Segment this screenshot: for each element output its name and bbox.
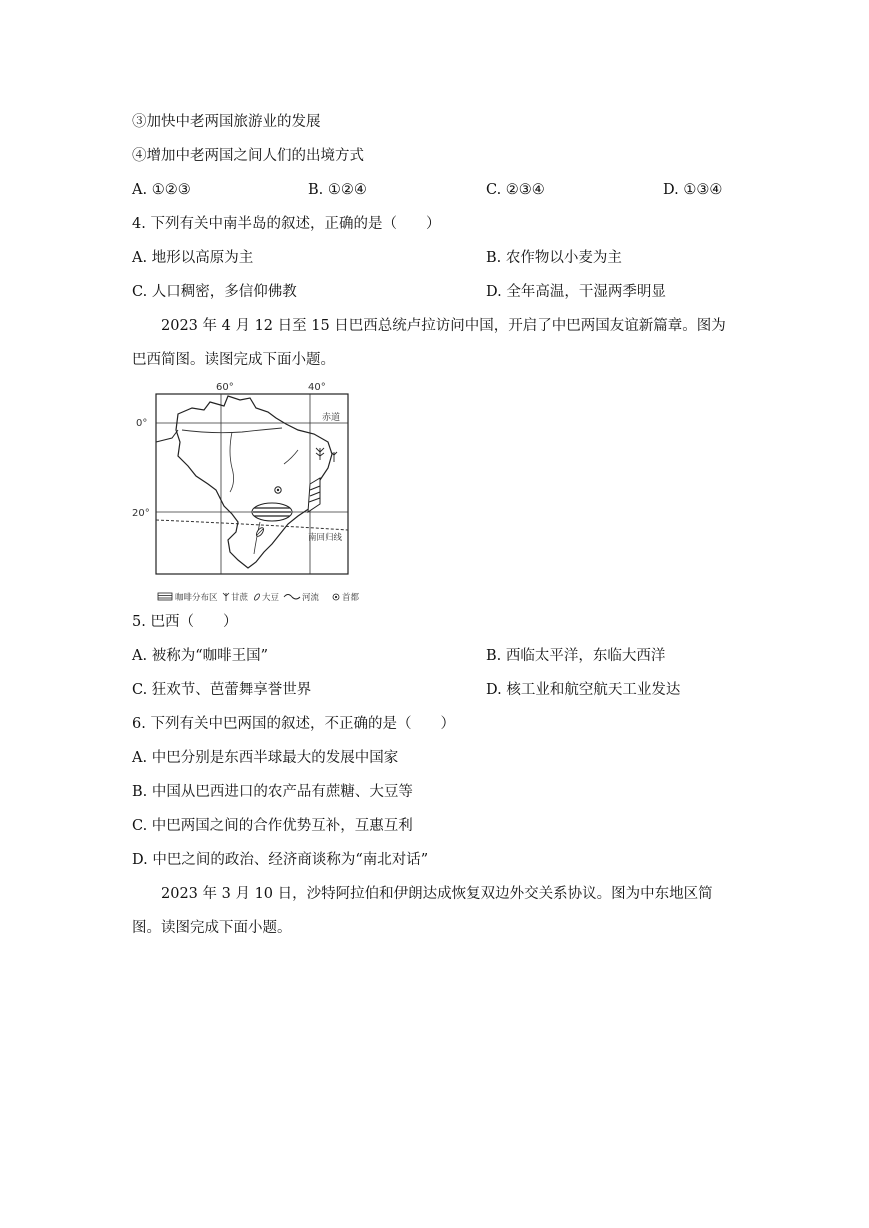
q4-option-c: C. 人口稠密，多信仰佛教 <box>132 284 297 300</box>
q4-option-a: A. 地形以高原为主 <box>132 250 254 266</box>
brazil-map <box>132 372 372 604</box>
legend-coffee: 咖啡分布区 <box>175 593 218 603</box>
q3-option-d: D. ①③④ <box>663 182 723 198</box>
legend-river-icon <box>284 595 300 600</box>
sugarcane-icon <box>331 452 337 462</box>
q6-option-a: A. 中巴分别是东西半球最大的发展中国家 <box>132 750 399 766</box>
coast-fragment <box>156 430 178 442</box>
q6-option-c: C. 中巴两国之间的合作优势互补，互惠互利 <box>132 818 413 834</box>
river-parana <box>254 522 260 554</box>
q3-option-c: C. ②③④ <box>486 182 545 198</box>
legend-soybean: 大豆 <box>262 593 280 603</box>
legend-coffee-swatch <box>158 593 172 600</box>
legend-soybean-icon <box>253 593 260 601</box>
legend-river: 河流 <box>302 593 320 603</box>
soybean-icon <box>255 526 265 537</box>
q3-option-b: B. ①②④ <box>308 182 367 198</box>
q6-option-b: B. 中国从巴西进口的农产品有蔗糖、大豆等 <box>132 784 413 800</box>
tropic-label: 南回归线 <box>308 533 343 543</box>
legend-sugarcane: 甘蔗 <box>231 593 249 603</box>
sugarcane-icon <box>316 448 324 460</box>
lat-20-label: 20° <box>132 508 150 519</box>
q3-item-4: ④增加中老两国之间人们的出境方式 <box>132 148 364 164</box>
mideast-intro: 2023 年 3 月 10 日，沙特阿拉伯和伊朗达成恢复双边外交关系协议。图为中东地区简图。读图完成下面小题。 <box>132 886 713 936</box>
tropic-line <box>156 520 348 530</box>
q5-stem: 5. 巴西（ ） <box>132 614 238 630</box>
lon-60-label: 60° <box>216 382 234 393</box>
lat-0-label: 0° <box>136 418 148 429</box>
q4-option-d: D. 全年高温，干湿两季明显 <box>486 284 666 300</box>
legend-capital: 首都 <box>342 593 360 603</box>
legend-sugarcane-icon <box>223 593 229 601</box>
q5-option-c: C. 狂欢节、芭蕾舞享誉世界 <box>132 682 312 698</box>
equator-label: 赤道 <box>322 413 341 423</box>
q3-option-a: A. ①②③ <box>132 182 191 198</box>
q4-option-b: B. 农作物以小麦为主 <box>486 250 622 266</box>
coffee-region <box>252 503 292 521</box>
q6-option-d: D. 中巴之间的政治、经济商谈称为“南北对话” <box>132 852 429 868</box>
q4-stem: 4. 下列有关中南半岛的叙述，正确的是（ ） <box>132 216 441 232</box>
q5-option-d: D. 核工业和航空航天工业发达 <box>486 682 681 698</box>
q3-item-3: ③加快中老两国旅游业的发展 <box>132 114 321 130</box>
river-amazon <box>182 428 282 433</box>
brazil-intro: 2023 年 4 月 12 日至 15 日巴西总统卢拉访问中国，开启了中巴两国友谊新篇章。图为巴西简图。读图完成下面小题。 <box>132 318 726 368</box>
river-tributary <box>230 432 234 492</box>
river-sao-francisco <box>284 450 298 464</box>
lon-40-label: 40° <box>308 382 326 393</box>
map-legend <box>158 592 360 603</box>
capital-marker <box>275 487 281 493</box>
q5-option-a: A. 被称为“咖啡王国” <box>132 648 269 664</box>
q5-option-b: B. 西临太平洋，东临大西洋 <box>486 648 666 664</box>
q6-stem: 6. 下列有关中巴两国的叙述，不正确的是（ ） <box>132 716 455 732</box>
